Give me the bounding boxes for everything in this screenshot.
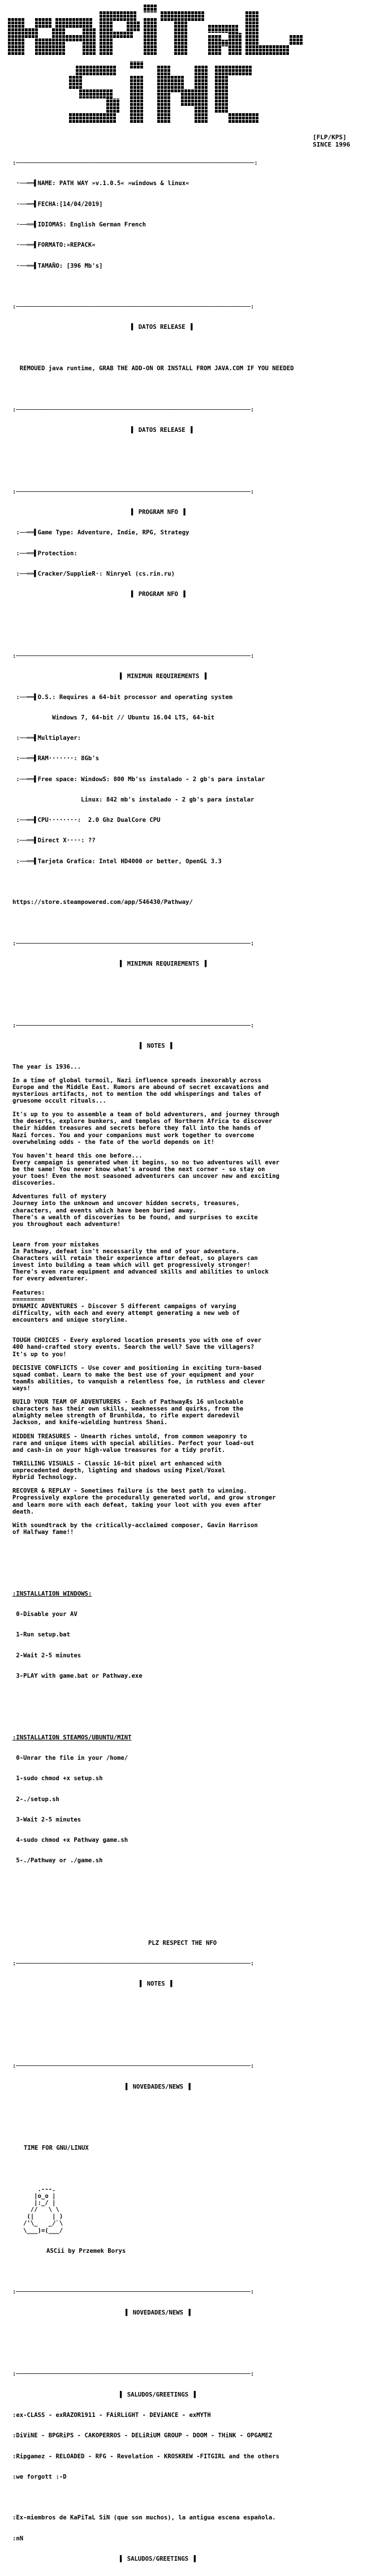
divider: :─────────────────────────────────────────────────────────────────: — [12, 488, 254, 495]
nfo-body — [12, 146, 363, 2576]
notes-line: unprecedented depth, lighting and shadows using Pixel/Voxel — [12, 1467, 226, 1475]
notes-line: discoveries. — [12, 1180, 56, 1187]
greetings-line — [12, 2494, 363, 2501]
notes-line — [12, 1228, 363, 1235]
section-footer-notes: ▌ NOTES ▐ — [140, 1981, 172, 1988]
release-line: ·──══▌FORMATO:»REPACK« — [12, 242, 96, 249]
notes-line: It's up to you! — [12, 1351, 67, 1358]
notes-line: Progressively explore the procedurally generated world, and grow stronger — [12, 1494, 276, 1502]
min-line: :──══▌O.S.: Requires a 64-bit processor and operating system — [12, 693, 233, 701]
divider: :─────────────────────────────────────────────────────────────────: — [12, 1960, 254, 1967]
section-header-program: ▌ PROGRAM NFO ▐ — [131, 508, 186, 516]
greetings-line: :nN — [12, 2535, 24, 2542]
notes-line: of Halfway fame!! — [12, 1528, 74, 1536]
ascii-credit: ASCii by Przemek Borys — [46, 2247, 126, 2254]
install-step: 3-PLAY with game.bat or Pathway.exe — [12, 1672, 143, 1679]
notes-line: rare and unique items with special abilities. Perfect your load-out — [12, 1439, 254, 1447]
release-line: ·──══▌IDIOMAS: English German French — [12, 221, 146, 229]
datos-text: REMOUED java runtime, GRAB THE ADD-ON OR INSTALL FROM JAVA.COM IF YOU NEEDED — [12, 365, 294, 372]
section-header-saludos: ▌ SALUDOS/GREETINGS ▐ — [120, 2391, 196, 2398]
install-step: 5-./Pathway or ./game.sh — [12, 1857, 103, 1865]
notes-line: Journey into the unknown and uncover hidden secrets, treasures, — [12, 1200, 240, 1207]
notes-line: characters, and events which have been buried away. — [12, 1207, 197, 1214]
notes-line — [12, 1323, 363, 1330]
divider: :─────────────────────────────────────────────────────────────────: — [12, 406, 254, 413]
notes-line — [12, 1283, 363, 1289]
news-title: TIME FOR GNU/LINUX — [24, 2145, 89, 2152]
install-step: 0-Unrar the file in your /home/ — [12, 1755, 128, 1762]
install-step: 4-sudo chmod +x Pathway game.sh — [12, 1837, 128, 1844]
install-step: 3-Wait 2-5 minutes — [12, 1816, 81, 1823]
notes-line: the deserts, explore bunkers, and temples of Northern Africa to discover — [12, 1118, 273, 1125]
install-windows-title: :INSTALLATION WINDOWS: — [12, 1590, 92, 1597]
min-line: :──══▌Direct X····: ?? — [12, 837, 96, 845]
notes-line: You haven't heard this one before... — [12, 1152, 143, 1159]
notes-line: invest into building a team which will get progressively stronger! — [12, 1262, 251, 1269]
notes-line: death. — [12, 1508, 34, 1515]
notes-line: DECISIVE CONFLICTS - Use cover and positioning in exciting turn-based — [12, 1364, 262, 1371]
notes-line: difficulty, with each and every attempt generating a new web of — [12, 1309, 240, 1317]
notes-line: Adventures full of mystery — [12, 1193, 106, 1201]
notes-line: ways! — [12, 1385, 31, 1392]
min-line: :──══▌RAM·······: 8Gb's — [12, 755, 100, 762]
notes-line — [12, 1070, 363, 1077]
release-line: ·──══▌NAME: PATH WAY »v.1.0.5« »windows & linux« — [12, 180, 189, 187]
min-line: :──══▌Free space: WindowS: 800 Mb'ss instalado - 2 gb's para instalar — [12, 775, 265, 783]
notes-line: ========= — [12, 1296, 45, 1303]
notes-line: Hybrid Technology. — [12, 1474, 77, 1481]
notes-line: characters has their own skills, weaknesses and quirks, from the — [12, 1405, 244, 1413]
program-line: :──══▌Cracker/SupplieR·: Ninryel (cs.rin.ru) — [12, 570, 175, 577]
section-footer-minimum: ▌ MINIMUN REQUIREMENTS ▐ — [120, 961, 207, 968]
greetings-line: :Ripgamez - RELOADED - RFG - Revelation - KROSKREW -FITGIRL and the others — [12, 2453, 279, 2460]
notes-line: be the same! You never know what's around the next corner - so stay on — [12, 1165, 265, 1173]
notes-line: There's even rare equipment and advanced skills and abilities to unlock — [12, 1268, 269, 1276]
section-header-datos: ▌ DATOS RELEASE ▐ — [131, 324, 193, 331]
divider: :──────────────────────────────────────────────────────────────────: — [12, 160, 258, 167]
notes-line: HIDDEN TREASURES - Unearth riches untold, from common weaponry to — [12, 1433, 247, 1440]
notes-line: teamÆs abilities, to vanquish a relentless foe, in ruthless and clever — [12, 1378, 265, 1385]
section-footer-novedades: ▌ NOVEDADES/NEWS ▐ — [126, 2309, 191, 2316]
divider: :─────────────────────────────────────────────────────────────────: — [12, 303, 254, 311]
greetings-line: :ex-CLASS - exRAZOR1911 - FAiRLiGHT - DEViANCE - exMYTH — [12, 2412, 211, 2419]
notes-line — [12, 1104, 363, 1111]
install-step: 1-sudo chmod +x setup.sh — [12, 1775, 103, 1782]
min-line: :──══▌CPU········: 2.0 Ghz DualCore CPU — [12, 817, 161, 824]
notes-line: Jackson, and knife-wielding huntress Shani. — [12, 1419, 168, 1426]
install-step: 1-Run setup.bat — [12, 1631, 71, 1639]
logo-line-sin — [69, 61, 259, 123]
notes-line: and cash-in on your high-value treasures for a tidy profit. — [12, 1446, 226, 1454]
min-line: :──══▌Tarjeta Grafica: Intel HD4000 or better, OpenGL 3.3 — [12, 858, 222, 865]
divider: :─────────────────────────────────────────────────────────────────: — [12, 2063, 254, 2070]
group-tag: [FLP/KPS] — [313, 134, 347, 141]
notes-line — [12, 1235, 363, 1241]
notes-line: your toes! Even the most seasoned adventurers can uncover new and exciting — [12, 1173, 279, 1180]
release-line: ·──══▌TAMAÑO: [396 Mb's] — [12, 262, 103, 269]
notes-line — [12, 1515, 363, 1522]
divider: :─────────────────────────────────────────────────────────────────: — [12, 1022, 254, 1029]
install-step: 2-./setup.sh — [12, 1795, 59, 1803]
notes-line: Features: — [12, 1289, 45, 1296]
respect-notice: PLZ RESPECT THE NFO — [148, 1939, 217, 1947]
notes-line: Learn from your mistakes — [12, 1241, 100, 1248]
min-line: :──══▌Multiplayer: — [12, 735, 81, 742]
section-footer-datos: ▌ DATOS RELEASE ▐ — [131, 426, 193, 434]
notes-line: In a time of global turmoil, Nazi influence spreads inexorably across — [12, 1077, 262, 1084]
greetings-line: :we forgott :-D — [12, 2473, 67, 2480]
notes-line: The year is 1936... — [12, 1063, 81, 1070]
notes-line: TOUGH CHOICES - Every explored location presents you with one of over — [12, 1337, 262, 1344]
notes-line: Nazi forces. You and your companions must work together to overcome — [12, 1131, 254, 1139]
notes-line — [12, 1426, 363, 1433]
notes-line: almighty melee strength of Brunhilda, to rifle expert daredevil — [12, 1412, 240, 1420]
install-step: 0-Disable your AV — [12, 1611, 77, 1618]
group-since: SINCE 1996 — [313, 141, 351, 148]
nfo-document — [0, 5, 371, 2562]
greetings-line: :Ex-miembros de KaPiTaL SiN (que son muchos), la antigua escena española. — [12, 2514, 276, 2522]
divider: :─────────────────────────────────────────────────────────────────: — [12, 940, 254, 947]
notes-line: gruesome occult rituals... — [12, 1098, 106, 1105]
store-link[interactable]: https://store.steampowered.com/app/546430/Pathway/ — [12, 899, 193, 906]
min-line: Linux: 842 mb's instalado - 2 gb's para instalar — [12, 796, 254, 803]
section-header-novedades: ▌ NOVEDADES/NEWS ▐ — [126, 2083, 191, 2090]
notes-line — [12, 1146, 363, 1152]
notes-line: encounters and unique storyline. — [12, 1317, 128, 1324]
section-footer-saludos: ▌ SALUDOS/GREETINGS ▐ — [120, 2556, 196, 2562]
notes-line: and learn more with each defeat, taking your loot with you even after — [12, 1501, 262, 1508]
notes-line: In Pathway, defeat isn't necessarily the end of your adventure. — [12, 1248, 240, 1255]
greetings-line: :DiViNE - BPGRiPS - CAKOPERROS - DELiRiUM GROUP - DOOM - THiNK - OPGAMEZ — [12, 2432, 273, 2440]
notes-line: overwhelming odds - the fate of the world depends on it! — [12, 1138, 215, 1146]
notes-line: their hidden treasures and secrets before they fall into the hands of — [12, 1125, 262, 1132]
notes-line: With soundtrack by the critically-acclaimed composer, Gavin Harrison — [12, 1521, 258, 1529]
tux-ascii-art: .---. |o_o | |:_/ | // \ \ (| | ) /'\_ _/`\ \___)=(___/ — [23, 2185, 63, 2234]
program-line: :──══▌Game Type: Adventure, Indie, RPG, Strategy — [12, 529, 189, 537]
install-step: 2-Wait 2-5 minutes — [12, 1652, 81, 1659]
notes-line: mysterious artifacts, not to mention the odd whisperings and tales of — [12, 1090, 262, 1098]
notes-line: Europe and the Middle East. Rumors are abound of secret excavations and — [12, 1083, 269, 1091]
divider: :─────────────────────────────────────────────────────────────────: — [12, 2371, 254, 2378]
notes-line: BUILD YOUR TEAM OF ADVENTURERS - Each of PathwayÆs 16 unlockable — [12, 1399, 244, 1406]
notes-line — [12, 1186, 363, 1193]
notes-line: DYNAMIC ADVENTURES - Discover 5 different campaigns of varying — [12, 1302, 236, 1310]
notes-block — [12, 1064, 363, 1536]
notes-line — [12, 1481, 363, 1488]
notes-line: you throughout each adventure! — [12, 1220, 121, 1228]
notes-line: RECOVER & REPLAY - Sometimes failure is the best path to winning. — [12, 1488, 247, 1495]
notes-line: It's up to you to assemble a team of bold adventurers, and journey through — [12, 1111, 279, 1118]
section-header-notes: ▌ NOTES ▐ — [140, 1043, 172, 1050]
notes-line: Every campaign is generated when it begins, so no two adventures will ever — [12, 1159, 279, 1166]
logo-line-kapital — [8, 5, 303, 55]
divider: :─────────────────────────────────────────────────────────────────: — [12, 652, 254, 659]
section-header-minimum: ▌ MINIMUN REQUIREMENTS ▐ — [120, 673, 207, 680]
notes-line — [12, 1454, 363, 1460]
group-logo — [8, 5, 313, 132]
min-line: Windows 7, 64-bit // Ubuntu 16.04 LTS, 64-bit — [12, 714, 215, 721]
program-line: :──══▌Protection: — [12, 550, 77, 557]
divider: :─────────────────────────────────────────────────────────────────: — [12, 2288, 254, 2296]
notes-line: squad combat. Learn to make the best use of your equipment and your — [12, 1371, 254, 1378]
notes-line: Characters will retain their experience after defeat, so players can — [12, 1255, 258, 1262]
notes-line — [12, 1330, 363, 1337]
notes-line — [12, 1358, 363, 1365]
notes-line: There's a wealth of discoveries to be found, and surprises to excite — [12, 1214, 258, 1221]
notes-line: 400 hand-crafted story events. Search the well? Save the villagers? — [12, 1344, 254, 1351]
install-linux-title: :INSTALLATION STEAMOS/UBUNTU/MINT — [12, 1734, 132, 1741]
release-line: ·──══▌FECHA:[14/04/2019] — [12, 200, 103, 208]
section-footer-program: ▌ PROGRAM NFO ▐ — [131, 591, 186, 598]
notes-line — [12, 1392, 363, 1399]
notes-line: for every adventurer. — [12, 1275, 88, 1283]
notes-line: THRILLING VISUALS - Classic 16-bit pixel art enhanced with — [12, 1460, 222, 1467]
